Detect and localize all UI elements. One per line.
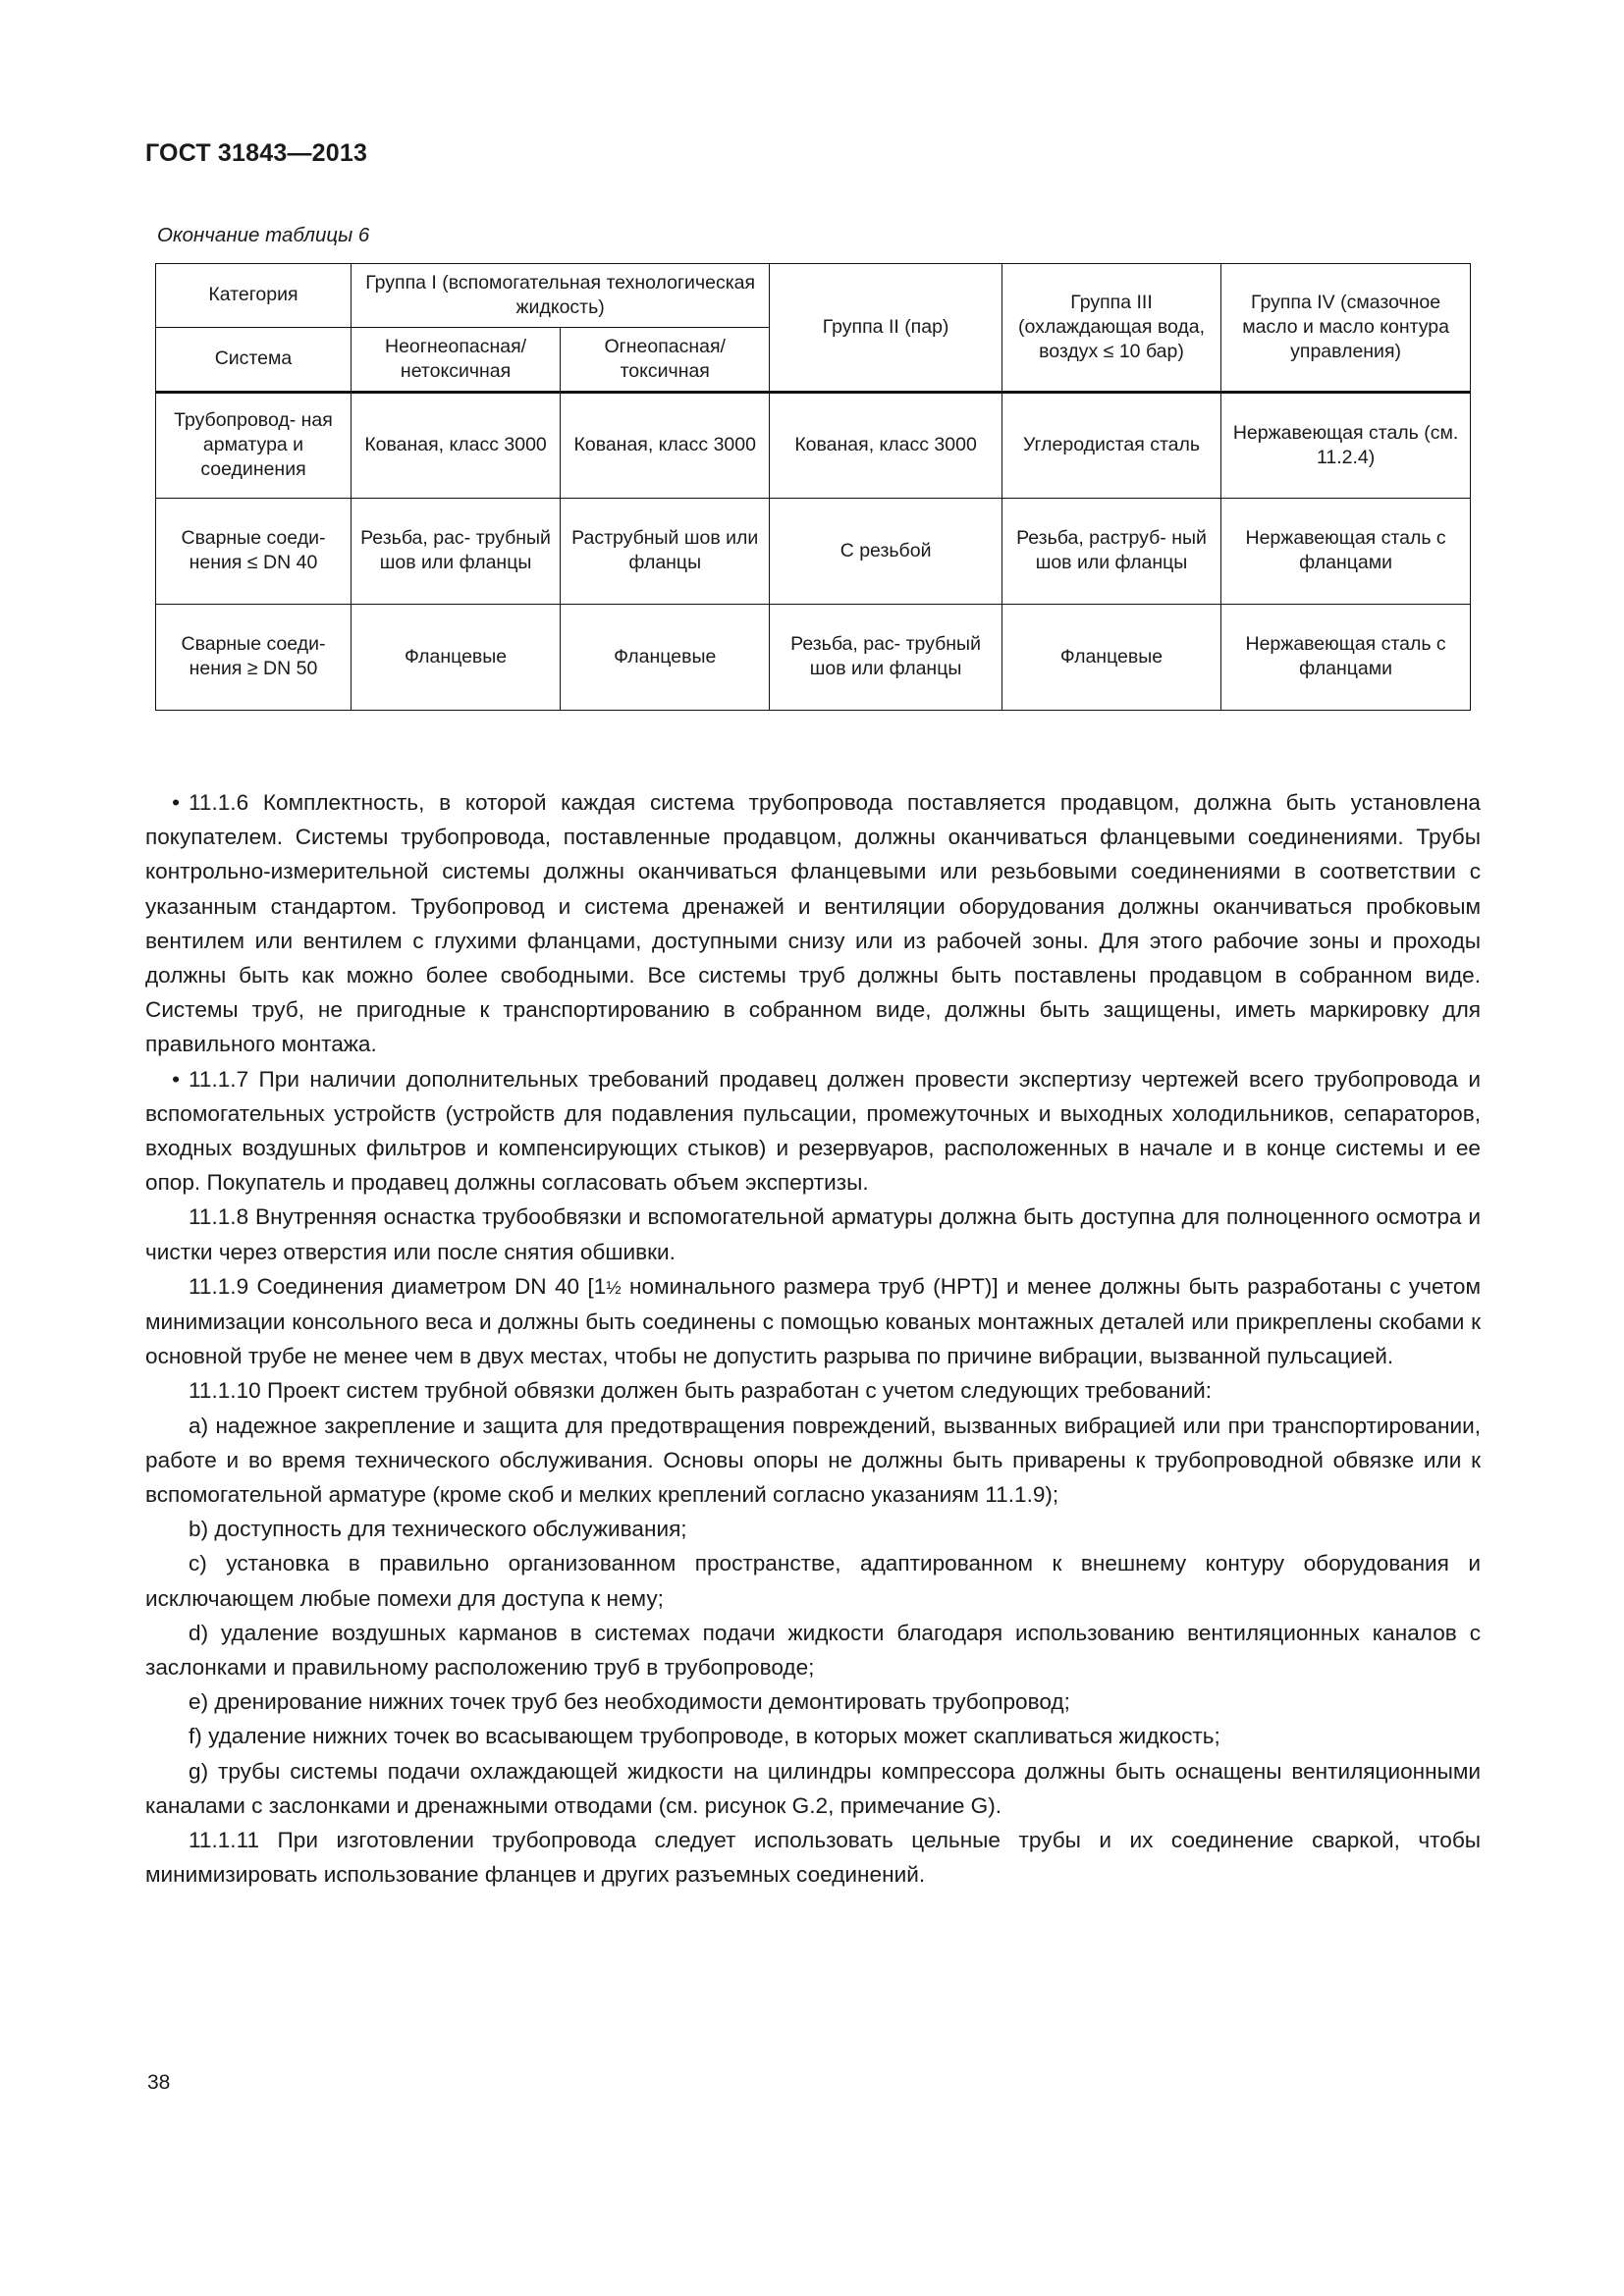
list-item-c: c) установка в правильно организованном пространстве, адаптированном к внешнему контуру оборудования и исключающем любые помехи для доступа к нему; <box>145 1551 1481 1611</box>
cell-group1b: Фланцевые <box>561 604 770 710</box>
paragraph-text-before-fraction: 11.1.9 Соединения диаметром DN 40 [1 <box>189 1273 607 1299</box>
table-6-continuation <box>155 263 1471 711</box>
header-group-1-flammable: Огнеопасная/ токсичная <box>561 327 770 392</box>
table-caption: Окончание таблицы 6 <box>157 224 370 246</box>
paragraph-11-1-6 <box>145 785 1481 1062</box>
table-row <box>156 392 1471 498</box>
row-system-label: Сварные соеди- нения ≤ DN 40 <box>156 498 352 604</box>
list-item-g: g) трубы системы подачи охлаждающей жидкости на цилиндры компрессора должны быть оснащены вентиляционными каналами с заслонками и дренажными отводами (см. рисунок G.2, примечание G). <box>145 1758 1481 1818</box>
header-group-1-nonflammable: Неогнеопасная/ нетоксичная <box>351 327 560 392</box>
cell-group2: Резьба, рас- трубный шов или фланцы <box>770 604 1002 710</box>
table-header-row-1 <box>156 264 1471 328</box>
list-item-b: b) доступность для технического обслуживания; <box>189 1517 687 1542</box>
fraction-one-half: ½ <box>606 1276 622 1298</box>
page-number: 38 <box>147 2071 171 2094</box>
header-system: Система <box>156 327 352 392</box>
header-group-2: Группа II (пар) <box>770 264 1002 393</box>
table-row <box>156 498 1471 604</box>
paragraph-text: 11.1.6 Комплектность, в которой каждая система трубопровода поставляется продавцом, должна быть установлена покупателем. Системы трубопровода, поставленные продавцом, должны оканчиваться фланцевыми соединениями. Трубы контрольно-измерительной системы должны оканчиваться фланцевыми или резьбовыми соединениями в соответствии с указанным стандартом. Трубопровод и система дренажей и вентиляции оборудования должны оканчиваться пробковым вентилем или вентилем с глухими фланцами, доступными снизу или из рабочей зоны. Для этого рабочие зоны и проходы должны быть как можно более свободными. Все системы труб должны быть поставлены продавцом в собранном виде. Системы труб, не пригодные к транспортированию в собранном виде, должны быть защищены, иметь маркировку для правильного монтажа. <box>145 790 1481 1057</box>
bullet-icon: • <box>172 1066 180 1092</box>
cell-group1a: Резьба, рас- трубный шов или фланцы <box>351 498 560 604</box>
paragraph-11-1-9 <box>145 1269 1481 1374</box>
row-system-label: Сварные соеди- нения ≥ DN 50 <box>156 604 352 710</box>
list-item-e: e) дренирование нижних точек труб без необходимости демонтировать трубопровод; <box>189 1689 1070 1715</box>
list-item-d: d) удаление воздушных карманов в системах подачи жидкости благодаря использованию вентиляционных каналов с заслонками и правильному расположению труб в трубопроводе; <box>145 1620 1481 1681</box>
list-item-a: a) надежное закрепление и защита для предотвращения повреждений, вызванных вибрацией или при транспортировании, работе и во время технического обслуживания. Основы опоры не должны быть приварены к трубопроводной обвязке или к вспомогательной арматуре (кроме скоб и мелких креплений согласно указаниям 11.1.9); <box>145 1413 1481 1508</box>
cell-group1b: Раструбный шов или фланцы <box>561 498 770 604</box>
cell-group2: Кованая, класс 3000 <box>770 392 1002 498</box>
table-row <box>156 604 1471 710</box>
paragraph-11-1-7 <box>145 1062 1481 1201</box>
paragraph-text: 11.1.7 При наличии дополнительных требований продавец должен провести экспертизу чертежей всего трубопровода и вспомогательных устройств (устройств для подавления пульсации, промежуточных и выходных холодильников, сепараторов, входных воздушных фильтров и компенсирующих стыков) и резервуаров, расположенных в начале и в конце системы и ее опор. Покупатель и продавец должны согласовать объем экспертизы. <box>145 1066 1481 1196</box>
cell-group3: Резьба, раструб- ный шов или фланцы <box>1001 498 1220 604</box>
cell-group1b: Кованая, класс 3000 <box>561 392 770 498</box>
materials-table <box>155 263 1471 711</box>
cell-group4: Нержавеющая сталь с фланцами <box>1221 604 1471 710</box>
cell-group3: Фланцевые <box>1001 604 1220 710</box>
cell-group1a: Фланцевые <box>351 604 560 710</box>
row-system-label: Трубопровод- ная арматура и соединения <box>156 392 352 498</box>
page-title: ГОСТ 31843—2013 <box>145 139 368 167</box>
cell-group4: Нержавеющая сталь с фланцами <box>1221 498 1471 604</box>
header-group-4: Группа IV (смазочное масло и масло контура управления) <box>1221 264 1471 393</box>
paragraph-11-1-11: 11.1.11 При изготовлении трубопровода следует использовать цельные трубы и их соединение сваркой, чтобы минимизировать использование фланцев и других разъемных соединений. <box>145 1828 1481 1888</box>
body-text-column <box>145 785 1481 1893</box>
cell-group3: Углеродистая сталь <box>1001 392 1220 498</box>
header-group-1: Группа I (вспомогательная технологическая жидкость) <box>351 264 769 328</box>
bullet-icon: • <box>172 790 180 815</box>
paragraph-text-after-fraction: номинального размера труб (HPT)] и менее должны быть разработаны с учетом минимизации консольного веса и должны быть соединены с помощью кованых монтажных деталей или прикреплены скобами к основной трубе не менее чем в двух местах, чтобы не допустить разрыва по причине вибрации, вызванной пульсацией. <box>145 1273 1481 1369</box>
cell-group1a: Кованая, класс 3000 <box>351 392 560 498</box>
header-group-3: Группа III (охлаждающая вода, воздух ≤ 10 бар) <box>1001 264 1220 393</box>
paragraph-11-1-10: 11.1.10 Проект систем трубной обвязки должен быть разработан с учетом следующих требований: <box>189 1378 1213 1404</box>
cell-group4: Нержавеющая сталь (см. 11.2.4) <box>1221 392 1471 498</box>
paragraph-11-1-8: 11.1.8 Внутренняя оснастка трубообвязки и вспомогательной арматуры должна быть доступна для полноценного осмотра и чистки через отверстия или после снятия обшивки. <box>145 1204 1481 1264</box>
header-category: Категория <box>156 264 352 328</box>
list-item-f: f) удаление нижних точек во всасывающем трубопроводе, в которых может скапливаться жидкость; <box>189 1724 1220 1749</box>
cell-group2: С резьбой <box>770 498 1002 604</box>
